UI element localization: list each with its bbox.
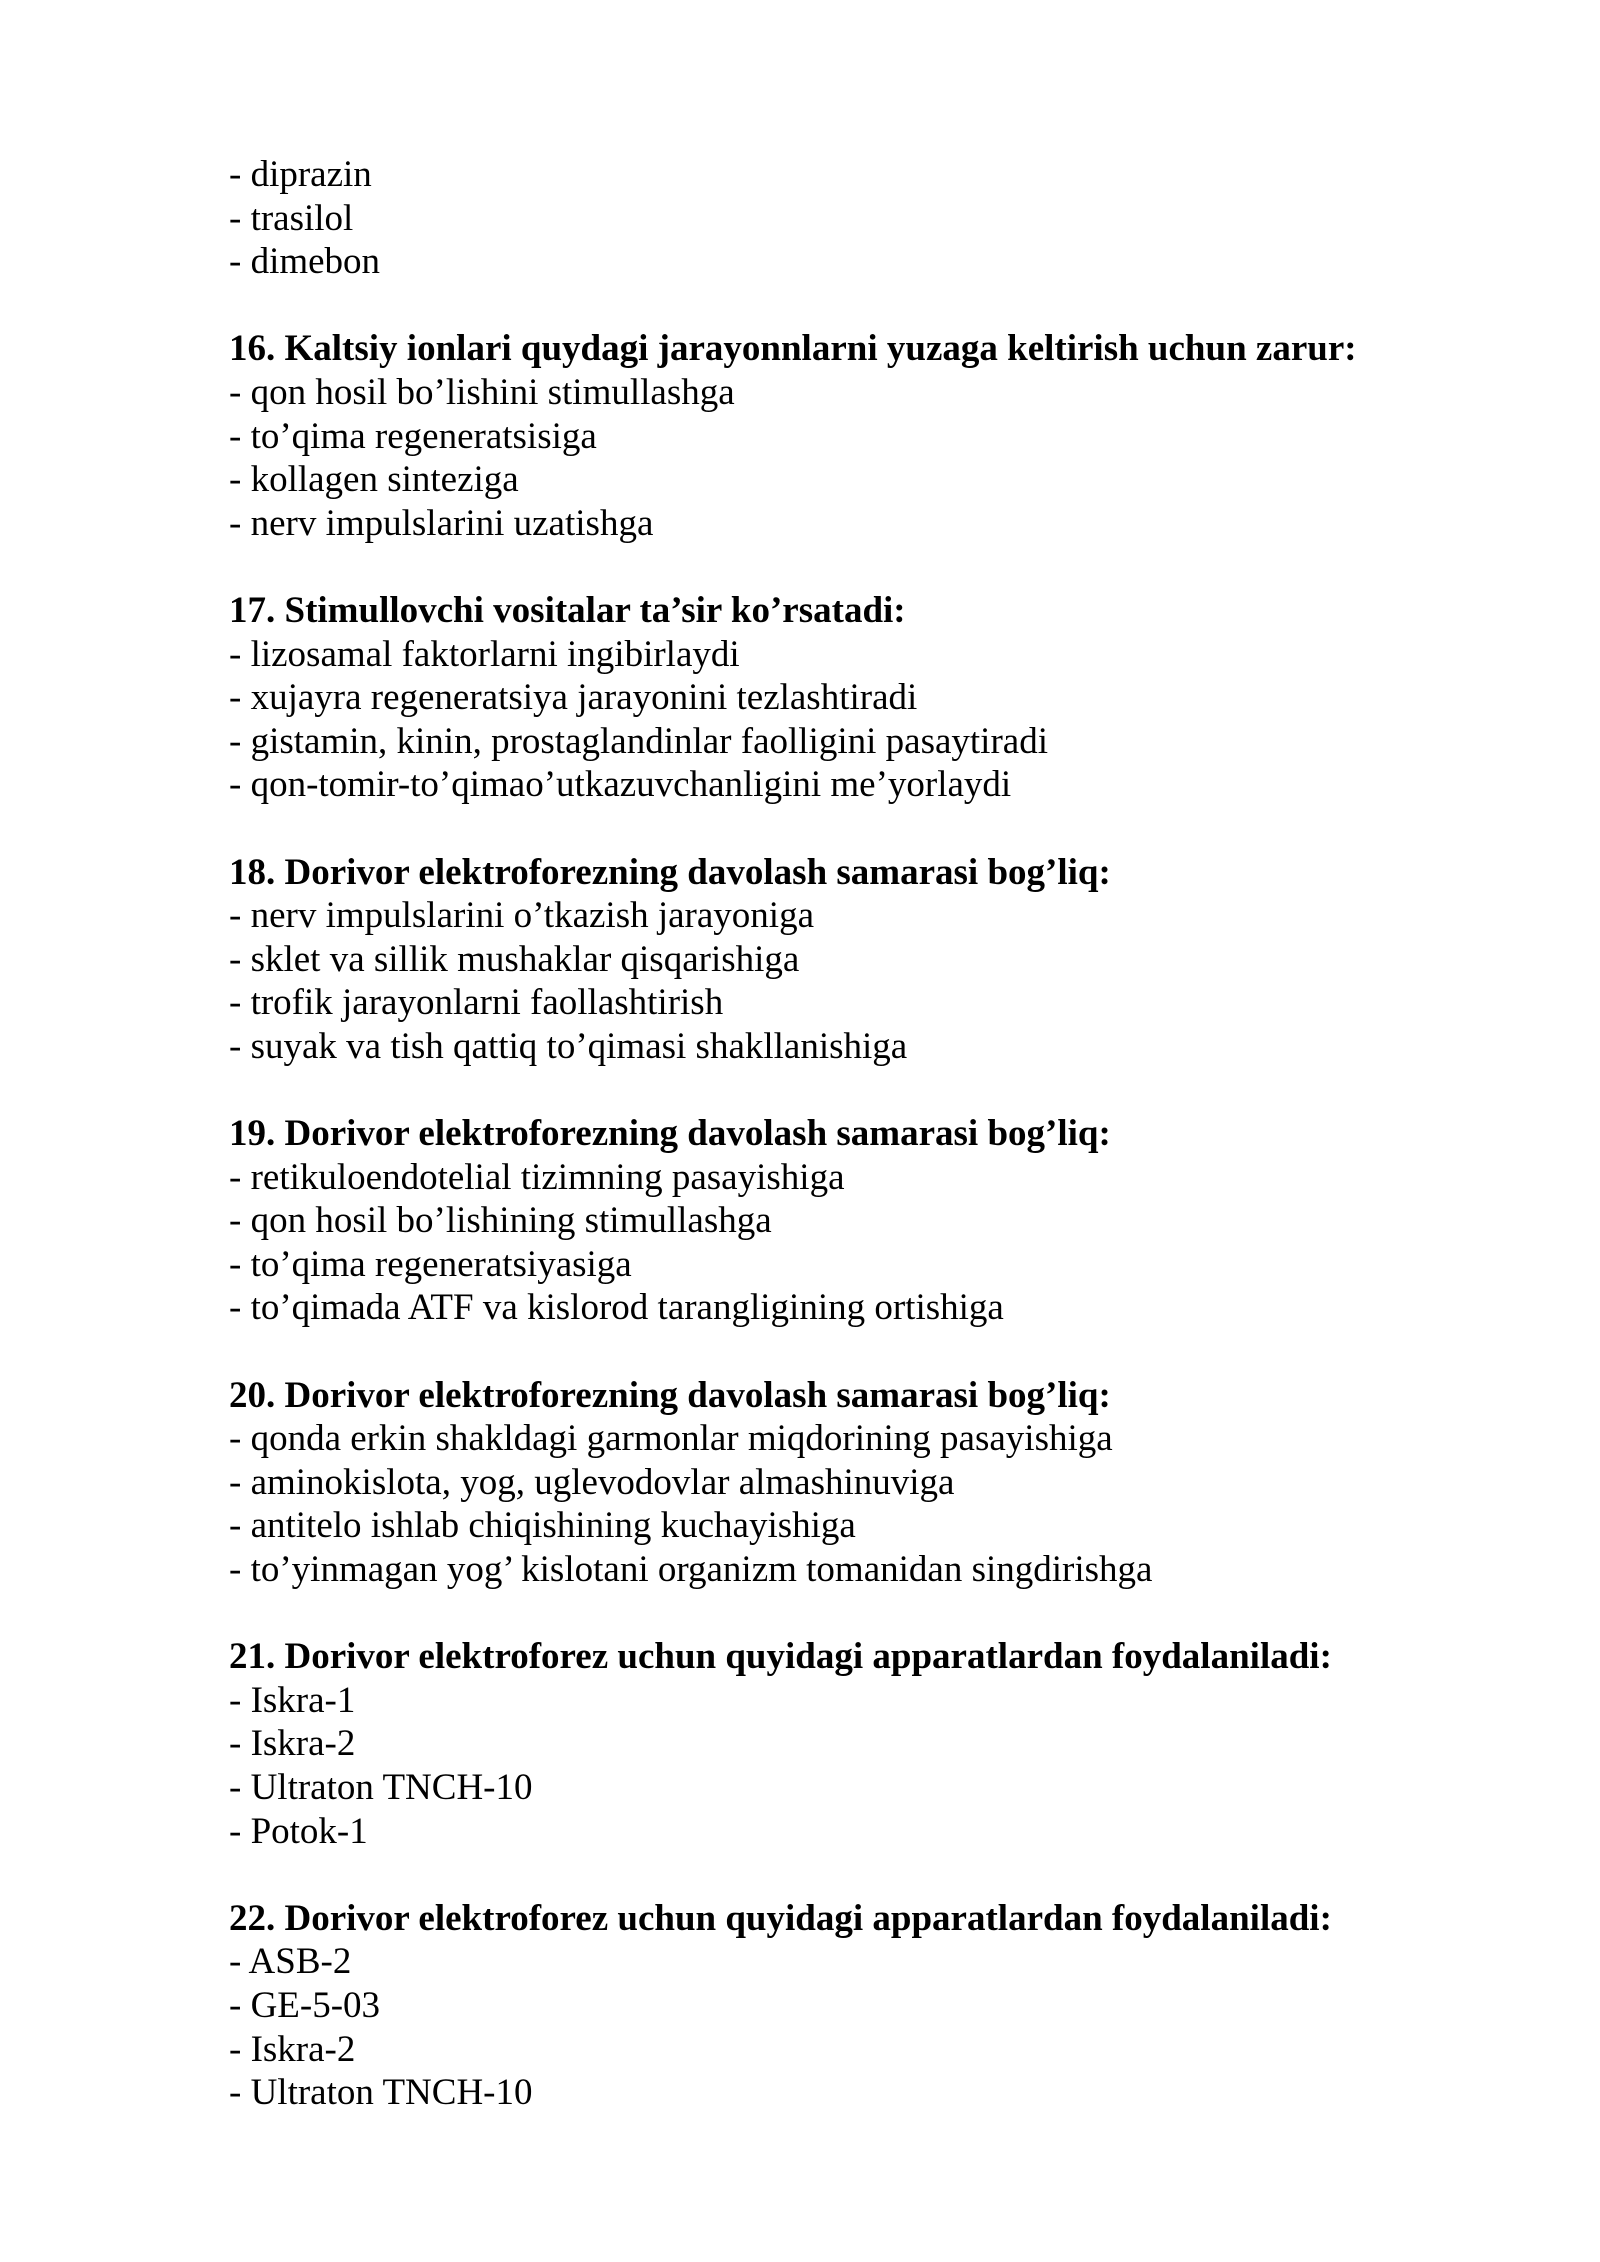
option-line: - trofik jarayonlarni faollashtirish [229, 982, 724, 1024]
option-line: - ASB-2 [229, 1941, 352, 1983]
option-line: - to’qima regeneratsisiga [229, 415, 597, 457]
option-line: - GE-5-03 [229, 1984, 381, 2026]
option-line: - qon-tomir-to’qimao’utkazuvchanligini me’yorlaydi [229, 764, 1012, 806]
question-title: 19. Dorivor elektroforezning davolash samarasi bog’liq: [229, 1113, 1111, 1155]
option-line: - Ultraton TNCH-10 [229, 1766, 533, 1808]
option-line: - qon hosil bo’lishini stimullashga [229, 371, 735, 413]
option-line: - diprazin [229, 154, 372, 195]
intro-options [229, 153, 1509, 284]
question-20 [229, 1374, 1509, 1592]
option-line: - Potok-1 [229, 1810, 368, 1852]
option-line: - gistamin, kinin, prostaglandinlar faolligini pasaytiradi [229, 720, 1048, 762]
question-title: 21. Dorivor elektroforez uchun quyidagi apparatlardan foydalaniladi: [229, 1636, 1332, 1678]
option-line: - Iskra-2 [229, 1723, 356, 1765]
option-line: - Ultraton TNCH-10 [229, 2072, 533, 2114]
question-title: 18. Dorivor elektroforezning davolash samarasi bog’liq: [229, 851, 1111, 893]
question-19 [229, 1112, 1509, 1330]
question-16 [229, 327, 1509, 545]
option-line: - aminokislota, yog, uglevodovlar almashinuviga [229, 1461, 955, 1503]
option-line: - antitelo ishlab chiqishining kuchayishiga [229, 1505, 856, 1547]
option-line: - xujayra regeneratsiya jarayonini tezlashtiradi [229, 677, 918, 719]
option-line: - lizosamal faktorlarni ingibirlaydi [229, 633, 740, 675]
option-line: - to’yinmagan yog’ kislotani organizm tomanidan singdirishga [229, 1549, 1153, 1590]
question-22 [229, 1897, 1509, 2115]
option-line: - Iskra-2 [229, 2028, 356, 2070]
question-title: 16. Kaltsiy ionlari quydagi jarayonnlarni yuzaga keltirish uchun zarur: [229, 328, 1357, 370]
question-18 [229, 851, 1509, 1069]
option-line: - qonda erkin shakldagi garmonlar miqdorining pasayishiga [229, 1418, 1113, 1460]
option-line: - nerv impulslarini o’tkazish jarayoniga [229, 895, 814, 937]
option-line: - sklet va sillik mushaklar qisqarishiga [229, 938, 800, 980]
option-line: - dimebon [229, 241, 381, 283]
option-line: - Iskra-1 [229, 1679, 356, 1721]
option-line: - retikuloendotelial tizimning pasayishiga [229, 1156, 845, 1198]
question-title: 17. Stimullovchi vositalar ta’sir ko’rsatadi: [229, 589, 906, 631]
question-title: 20. Dorivor elektroforezning davolash samarasi bog’liq: [229, 1374, 1111, 1416]
option-line: - qon hosil bo’lishining stimullashga [229, 1200, 772, 1242]
option-line: - suyak va tish qattiq to’qimasi shakllanishiga [229, 1025, 908, 1067]
option-line: - nerv impulslarini uzatishga [229, 502, 654, 544]
option-line: - kollagen sinteziga [229, 459, 519, 501]
question-17 [229, 589, 1509, 807]
option-line: - to’qima regeneratsiyasiga [229, 1243, 632, 1285]
document-page [229, 153, 1509, 2115]
question-21 [229, 1635, 1509, 1853]
option-line: - to’qimada ATF va kislorod tarangligining ortishiga [229, 1287, 1004, 1329]
option-line: - trasilol [229, 197, 354, 239]
question-title: 22. Dorivor elektroforez uchun quyidagi apparatlardan foydalaniladi: [229, 1897, 1332, 1939]
